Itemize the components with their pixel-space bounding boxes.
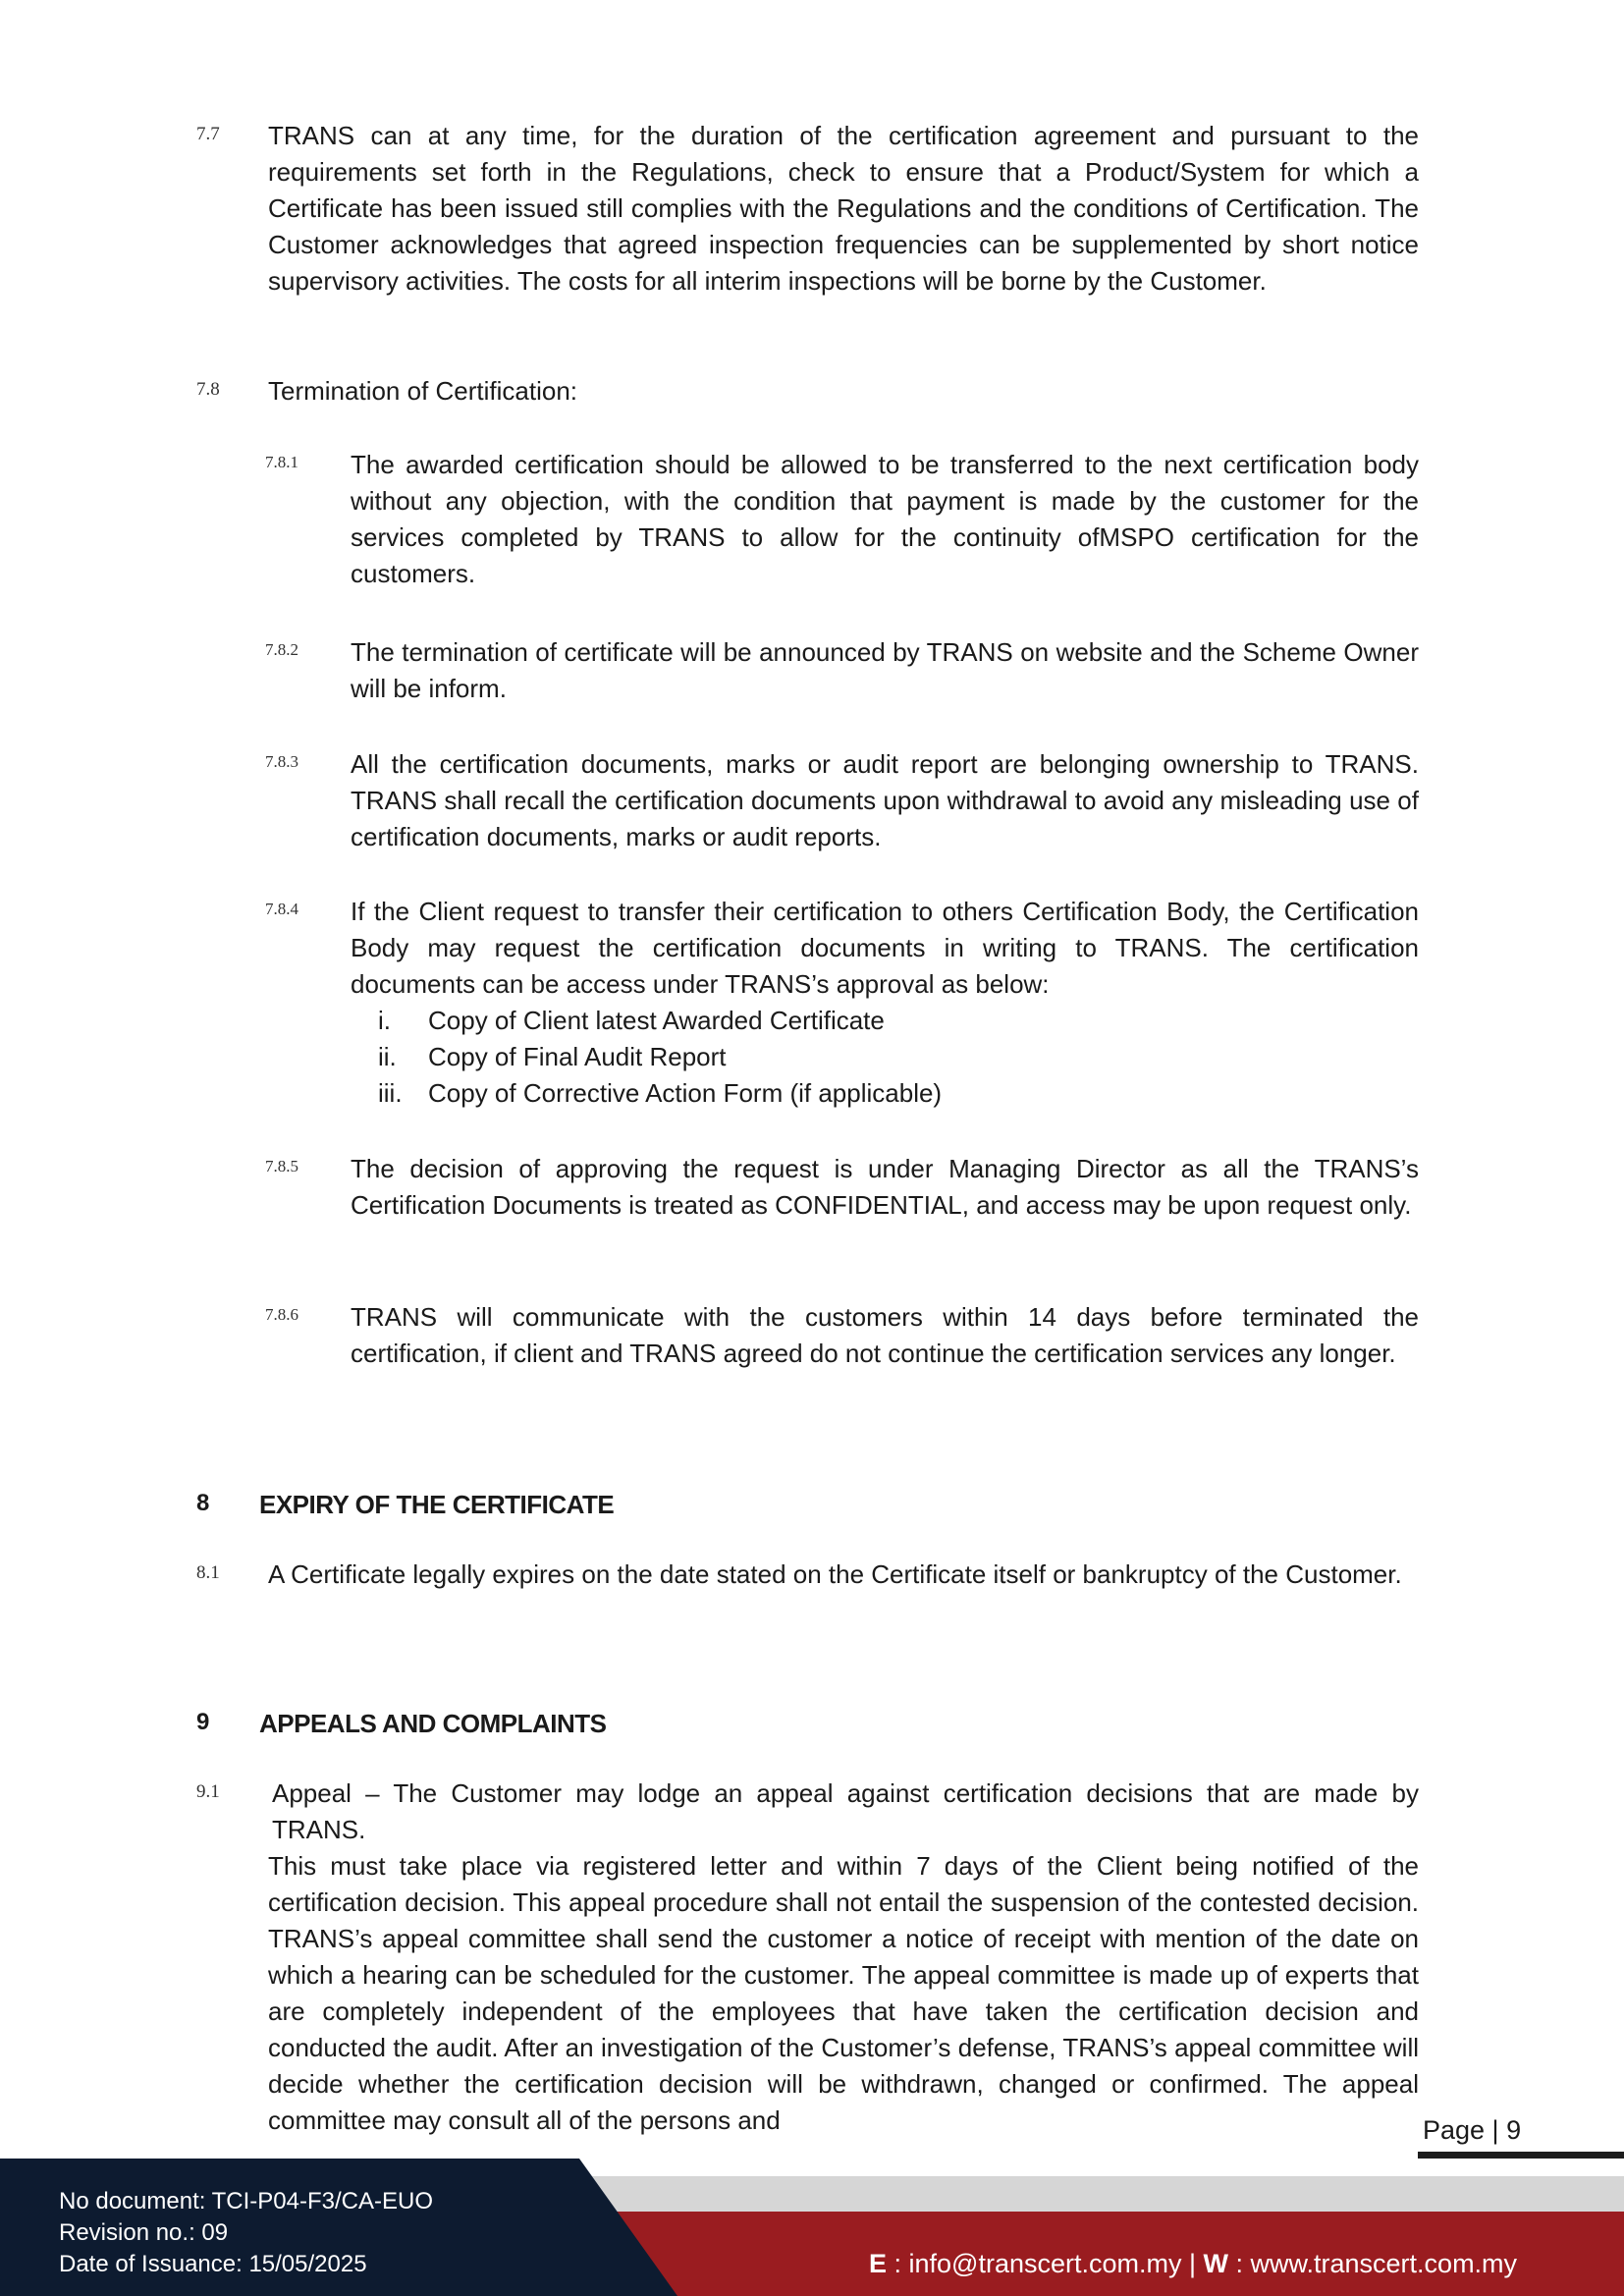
document-list — [351, 1003, 942, 1112]
section-title: APPEALS AND COMPLAINTS — [259, 1709, 607, 1738]
clause-number: 7.8.5 — [265, 1157, 298, 1175]
document-number: No document: TCI-P04-F3/CA-EUO — [59, 2188, 434, 2214]
list-number: iii. — [378, 1078, 403, 1108]
clause-number: 9.1 — [196, 1781, 220, 1802]
clause-number: 7.8.6 — [265, 1305, 298, 1324]
list-item-text: Copy of Corrective Action Form (if applicable) — [428, 1078, 943, 1108]
clause-text: The awarded certification should be allowed to be transferred to the next certification body without any objection, with the condition that payment is made by the customer for the services completed by TRANS to allow for the continuity ofMSPO certification for the customers. — [351, 450, 1419, 588]
list-item — [351, 1075, 942, 1112]
clause-number: 7.8.2 — [265, 640, 298, 659]
section-title: EXPIRY OF THE CERTIFICATE — [259, 1490, 615, 1519]
clause-text: Appeal – The Customer may lodge an appeal against certification decisions that are made by TRANS. — [272, 1778, 1419, 1844]
clause-text: Termination of Certification: — [268, 376, 578, 406]
document-info — [59, 2186, 433, 2280]
section-number: 8 — [196, 1490, 210, 1516]
footer — [0, 2159, 1624, 2296]
clause-number: 7.8 — [196, 379, 220, 400]
issuance-date: Date of Issuance: 15/05/2025 — [59, 2251, 367, 2277]
clause-number: 7.7 — [196, 124, 220, 144]
clause-text: TRANS can at any time, for the duration of the certification agreement and pursuant to the requirements set forth in the Regulations, check to ensure that a Product/System for which a Certificate has been issued still complies with the Regulations and the conditions of Certification. The Customer acknowledges that agreed inspection frequencies can be supplemented by short notice supervisory activities. The costs for all interim inspections will be borne by the Customer. — [268, 121, 1419, 296]
clause-text-continued: This must take place via registered letter and within 7 days of the Client being notified of the certification decision. This appeal procedure shall not entail the suspension of the contested decision. TRANS’s appeal committee shall send the customer a notice of receipt with mention of the date on which a hearing can be scheduled for the customer. The appeal committee is made up of experts that are completely independent of the employees that have taken the certification decision and conducted the audit. After an investigation of the Customer’s defense, TRANS’s appeal committee will decide whether the certification decision will be withdrawn, changed or confirmed. The appeal committee may consult all of the persons and — [268, 1851, 1419, 2135]
list-item — [351, 1039, 942, 1075]
clause-number: 8.1 — [196, 1562, 220, 1583]
clause-text: If the Client request to transfer their certification to others Certification Body, the Certification Body may request the certification documents in writing to TRANS. The certification documents can be access under TRANS’s approval as below: — [351, 897, 1419, 999]
clause-text: TRANS will communicate with the customers within 14 days before terminated the certification, if client and TRANS agreed do not continue the certification services any longer. — [351, 1302, 1419, 1368]
clause-text: The termination of certificate will be announced by TRANS on website and the Scheme Owner will be inform. — [351, 637, 1419, 703]
website-label: W — [1203, 2249, 1228, 2278]
clause-text: All the certification documents, marks or audit report are belonging ownership to TRANS. TRANS shall recall the certification documents upon withdrawal to avoid any misleading use of certification documents, marks or audit reports. — [351, 749, 1419, 851]
list-item-text: Copy of Client latest Awarded Certificate — [428, 1006, 885, 1035]
list-number: i. — [378, 1006, 391, 1035]
list-item — [351, 1003, 942, 1039]
clause-text: A Certificate legally expires on the date stated on the Certificate itself or bankruptcy of the Customer. — [268, 1559, 1402, 1589]
page-number-rule — [1418, 2152, 1624, 2159]
clause-text: The decision of approving the request is under Managing Director as all the TRANS’s Certification Documents is treated as CONFIDENTIAL, and access may be upon request only. — [351, 1154, 1419, 1220]
email-link[interactable]: : info@transcert.com.my | — [887, 2249, 1204, 2278]
clause-number: 7.8.1 — [265, 453, 298, 471]
contact-info — [869, 2249, 1517, 2279]
clause-number: 7.8.4 — [265, 900, 298, 918]
clause-number: 7.8.3 — [265, 752, 298, 771]
page-number: Page | 9 — [1423, 2115, 1522, 2145]
website-link[interactable]: : www.transcert.com.my — [1228, 2249, 1518, 2278]
list-number: ii. — [378, 1042, 397, 1071]
revision-number: Revision no.: 09 — [59, 2219, 229, 2246]
email-label: E — [869, 2249, 888, 2278]
list-item-text: Copy of Final Audit Report — [428, 1042, 727, 1071]
section-number: 9 — [196, 1709, 210, 1735]
